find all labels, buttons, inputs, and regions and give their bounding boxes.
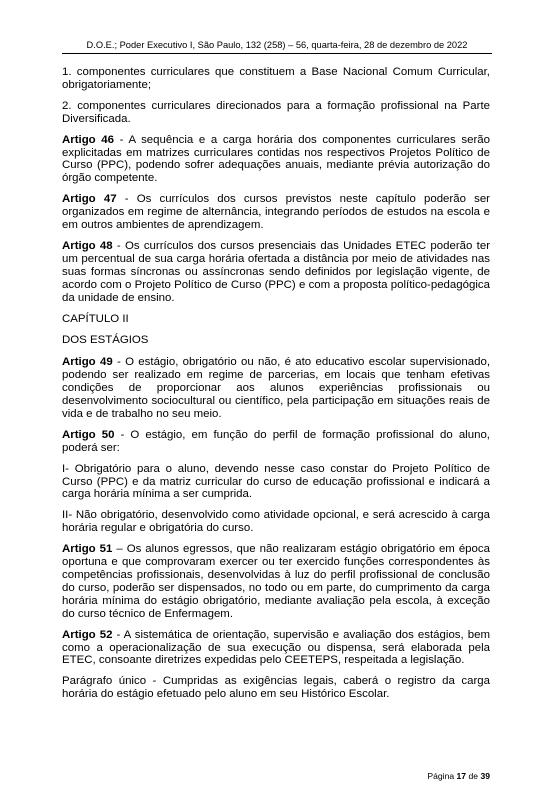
article-51-label: Artigo 51 (62, 543, 113, 556)
of-word: de (468, 771, 479, 781)
article-52 (62, 629, 490, 668)
article-46-label: Artigo 46 (62, 133, 115, 146)
article-52-text: - A sistemática de orientação, supervisão e avaliação dos estágios, bem como a operacionalização de sua execução ou dispensa, será elaborada pela ETEC, consoante diretrizes expedidas pelo CEETEPS, respeitada a legislação. (62, 628, 490, 667)
article-49 (62, 356, 490, 421)
article-49-text: - O estágio, obrigatório ou não, é ato educativo escolar supervisionado, podendo ser realizado em regime de parcerias, em locais que tenham efetivas condições de proporcionar aos alunos experiências profissionais ou desenvolvimento sociocultural ou científico, pela participação em situações reais de vida e de trabalho no seu meio. (62, 356, 490, 420)
article-51-text: – Os alunos egressos, que não realizaram estágio obrigatório em época oportuna e que comprovaram exercer ou ter exercido funções correspondentes às competências profissionais, desenvolvidas à luz do perfil profissional de conclusão do curso, poderão ser dispensados, no todo ou em parte, do cumprimento da carga horária mínima do estágio obrigatório, mediante avaliação pela escola, à exceção do curso técnico de Enfermagem. (62, 543, 490, 620)
page-number: 17 (456, 771, 467, 781)
header-divider (62, 53, 492, 54)
article-52-label: Artigo 52 (62, 628, 113, 641)
article-50 (62, 429, 490, 455)
article-50-inciso-1: I- Obrigatório para o aluno, devendo nesse caso constar do Projeto Político de Curso (PPC) e da matriz curricular do curso de educação profissional e indicará a carga horária mínima a ser cumprida. (62, 462, 490, 501)
article-52-paragraph: Parágrafo único - Cumpridas as exigências legais, caberá o registro da carga horária do estágio efetuado pelo aluno em seu Histórico Escolar. (62, 675, 490, 701)
article-47 (62, 193, 490, 232)
article-50-text: - O estágio, em função do perfil de formação profissional do aluno, poderá ser: (62, 428, 490, 454)
article-48 (62, 240, 490, 305)
article-46 (62, 134, 490, 186)
article-50-label: Artigo 50 (62, 428, 115, 441)
article-47-text: - Os currículos dos cursos previstos neste capítulo poderão ser organizados em regime de alternância, integrando períodos de estudos na escola e em outros ambientes de aprendizagem. (62, 193, 490, 232)
article-51 (62, 543, 490, 620)
list-item-1: 1. componentes curriculares que constituem a Base Nacional Comum Curricular, obrigatoriamente; (62, 66, 490, 91)
chapter-title: DOS ESTÁGIOS (62, 334, 149, 347)
document-body (62, 66, 490, 709)
total-pages: 39 (480, 771, 490, 781)
article-48-label: Artigo 48 (62, 239, 113, 252)
article-48-text: - Os currículos dos cursos presenciais das Unidades ETEC poderão ter um percentual de sua carga horária ofertada a distância por meio de atividades nas suas formas síncronas ou assíncronas sendo definidos por legislação vigente, de acordo com o Projeto Político de Curso (PPC) e com a proposta político-pedagógica da unidade de ensino. (62, 239, 490, 304)
page-word: Página (427, 771, 455, 781)
article-46-text: - A sequência e a carga horária dos componentes curriculares serão explicitadas em matrizes curriculares contidas nos respectivos Projetos Político de Curso (PPC), podendo sofrer adequações anuais, mediante prévia autorização do órgão competente. (62, 133, 490, 185)
article-50-inciso-2: II- Não obrigatório, desenvolvido como atividade opcional, e será acrescido à carga horária regular e obrigatória do curso. (62, 509, 490, 535)
list-item-2: 2. componentes curriculares direcionados para a formação profissional na Parte Diversificada. (62, 99, 490, 125)
chapter-number: CAPÍTULO II (62, 312, 129, 325)
article-49-label: Artigo 49 (62, 356, 113, 369)
article-47-label: Artigo 47 (62, 193, 117, 206)
page-footer (427, 771, 490, 781)
page-header: D.O.E.; Poder Executivo I, São Paulo, 132 (258) – 56, quarta-feira, 28 de dezembro de 2022 (86, 40, 468, 50)
